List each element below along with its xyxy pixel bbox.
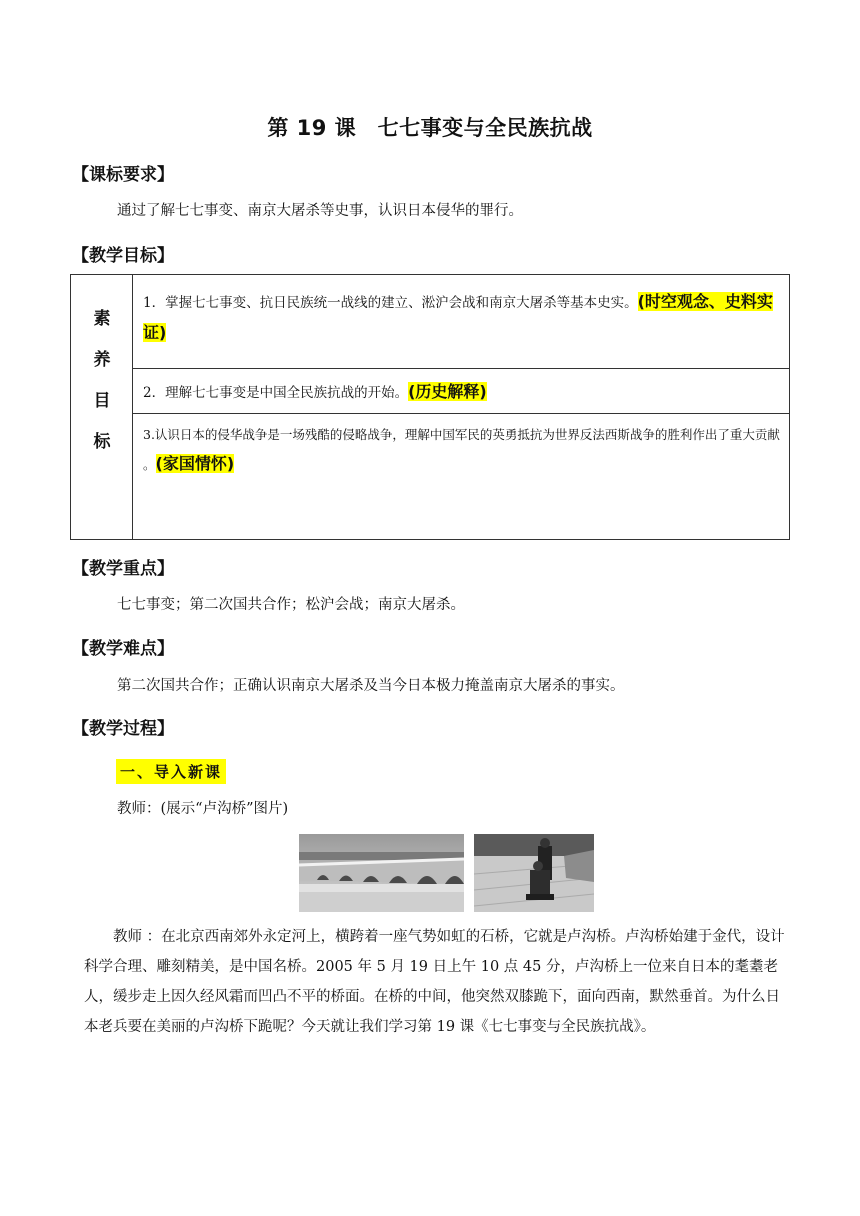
goal-text-2: 2．理解七七事变是中国全民族抗战的开始。 [143,385,409,401]
curriculum-heading: 【课标要求】 [72,165,174,185]
goal-row-1 [133,275,789,369]
key-points-text: 七七事变；第二次国共合作；松沪会战；南京大屠杀。 [117,597,465,613]
goal-tag-1: (时空观念、史料实证) [143,292,773,342]
difficulties-text: 第二次国共合作；正确认识南京大屠杀及当今日本极力掩盖南京大屠杀的事实。 [117,678,625,694]
key-points-heading: 【教学重点】 [72,559,174,579]
goal-text-1: 1．掌握七七事变、抗日民族统一战线的建立、淞沪会战和南京大屠杀等基本史实。 [143,295,638,311]
goals-label-char: 素 [93,309,111,329]
goals-label-char: 标 [93,432,111,452]
goals-label-cell [71,275,133,539]
goal-tag-2: (历史解释) [408,382,487,401]
narration-paragraph: 教师 ：在北京西南郊外永定河上，横跨着一座气势如虹的石桥，它就是卢沟桥。卢沟桥始建于金代，设计科学合理、雕刻精美，是中国名桥。2005 年 5 月 19 日上午 10 点 45 分，卢沟桥上一位来自日本的耄耋老人，缓步走上因久经风霜而凹凸不平的桥面。在桥的中间，他突然双膝跪下，面向西南，默然垂首。为什么日本老兵要在美丽的卢沟桥下跪呢？今天就让我们学习第 19 课《七七事变与全民族抗战》。 [84,929,785,1035]
teacher-intro: 教师：(展示“卢沟桥”图片) [117,801,289,817]
goals-label-char: 养 [93,350,111,370]
goal-row-2 [133,369,789,414]
goals-label-char: 目 [93,391,111,411]
process-heading: 【教学过程】 [72,719,174,739]
lesson-title: 第 19 课 七七事变与全民族抗战 [267,116,593,140]
goal-text-3: 3.认识日本的侵华战争是一场残酷的侵略战争，理解中国军民的英勇抵抗为世界反法西斯战争的胜利作出了重大贡献 。 [143,427,780,472]
goal-tag-3: (家国情怀) [155,454,235,473]
bridge-photo [299,834,464,912]
goals-table [70,274,790,540]
difficulties-heading: 【教学难点】 [72,639,174,659]
goals-heading: 【教学目标】 [72,246,174,266]
goal-row-3 [133,414,789,539]
step-one-label: 一、导入新课 [116,759,226,784]
veteran-photo [474,834,594,912]
curriculum-text: 通过了解七七事变、南京大屠杀等史事，认识日本侵华的罪行。 [117,203,523,219]
